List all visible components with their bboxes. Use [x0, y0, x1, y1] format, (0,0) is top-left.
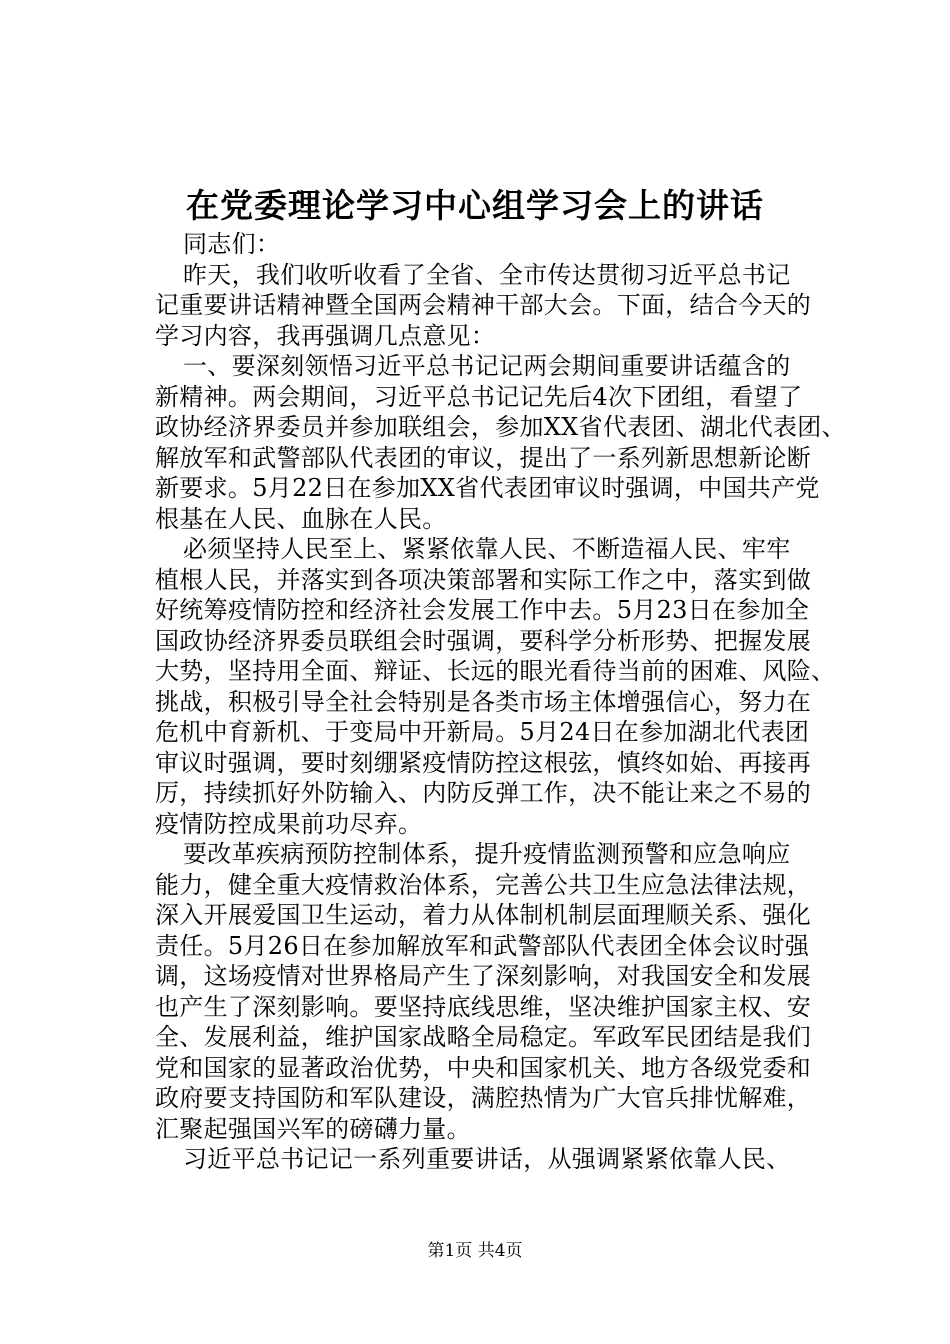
document-title: 在党委理论学习中心组学习会上的讲话: [186, 186, 764, 225]
text-line: 汇聚起强国兴军的磅礴力量。: [155, 1114, 471, 1143]
text-line: 一、要深刻领悟习近平总书记记两会期间重要讲话蕴含的: [183, 352, 791, 380]
text-line: 解放军和武警部队代表团的审议，提出了一系列新思想新论断: [155, 443, 812, 472]
text-line: 全、发展利益，维护国家战略全局稳定。军政军民团结是我们: [155, 1023, 812, 1051]
text-line: 昨天，我们收听收看了全省、全市传达贯彻习近平总书记: [183, 260, 791, 289]
text-line: 责任。5月26日在参加解放军和武警部队代表团全体会议时强: [155, 931, 810, 960]
text-line: 同志们：: [183, 230, 281, 258]
text-line: 学习内容，我再强调几点意见：: [155, 321, 496, 350]
text-line: 国政协经济界委员联组会时强调，要科学分析形势、把握发展: [155, 626, 812, 655]
text-line: 深入开展爱国卫生运动，着力从体制机制层面理顺关系、强化: [155, 901, 812, 929]
text-line: 也产生了深刻影响。要坚持底线思维，坚决维护国家主权、安: [155, 992, 812, 1021]
text-line: 植根人民，并落实到各项决策部署和实际工作之中，落实到做: [155, 565, 812, 594]
text-line: 挑战，积极引导全社会特别是各类市场主体增强信心，努力在: [155, 687, 812, 716]
text-line: 根基在人民、血脉在人民。: [155, 504, 447, 533]
text-line: 疫情防控成果前功尽弃。: [155, 809, 423, 838]
text-line: 危机中育新机、于变局中开新局。5月24日在参加湖北代表团: [155, 718, 810, 746]
text-line: 政府要支持国防和军队建设，满腔热情为广大官兵排忧解难，: [155, 1084, 812, 1112]
text-line: 好统筹疫情防控和经济社会发展工作中去。5月23日在参加全: [155, 596, 810, 624]
text-line: 能力，健全重大疫情救治体系，完善公共卫生应急法律法规，: [155, 870, 812, 899]
text-line: 大势，坚持用全面、辩证、长远的眼光看待当前的困难、风险、: [155, 657, 836, 685]
text-line: 新精神。两会期间，习近平总书记记先后4次下团组，看望了: [155, 382, 803, 411]
text-line: 记重要讲话精神暨全国两会精神干部大会。下面，结合今天的: [155, 291, 812, 319]
text-line: 要改革疾病预防控制体系，提升疫情监测预警和应急响应: [183, 840, 791, 868]
text-line: 厉，持续抓好外防输入、内防反弹工作，决不能让来之不易的: [155, 779, 812, 807]
text-line: 政协经济界委员并参加联组会，参加XX省代表团、湖北代表团、: [155, 413, 846, 441]
page-footer: 第1页 共4页: [427, 1241, 523, 1261]
text-line: 习近平总书记记一系列重要讲话，从强调紧紧依靠人民、: [183, 1145, 791, 1173]
text-line: 审议时强调，要时刻绷紧疫情防控这根弦，慎终如始、再接再: [155, 748, 812, 777]
text-line: 调，这场疫情对世界格局产生了深刻影响，对我国安全和发展: [155, 962, 812, 990]
document-body: [155, 229, 846, 1175]
text-line: 新要求。5月22日在参加XX省代表团审议时强调，中国共产党: [155, 474, 820, 502]
text-line: 必须坚持人民至上、紧紧依靠人民、不断造福人民、牢牢: [183, 535, 791, 563]
text-line: 党和国家的显著政治优势，中央和国家机关、地方各级党委和: [155, 1053, 812, 1082]
